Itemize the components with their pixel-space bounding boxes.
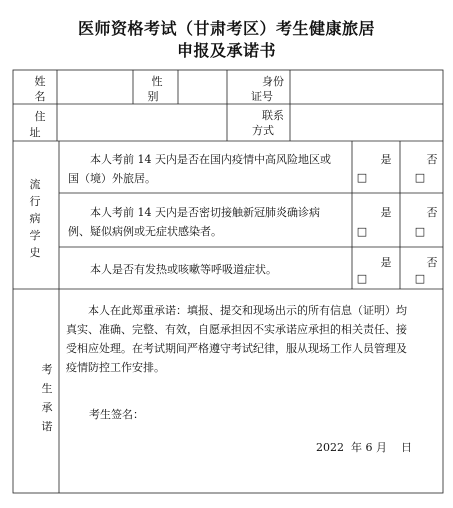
- pledge-statement: 本人在此郑重承诺：填报、提交和现场出示的所有信息（证明）均 真实、准确、完整、有效，自愿承担因不实承诺应承担的相关责任、接 受相应处理。在考试期间严格遵守考试纪律，服从现场工作人员管理及 疫情防控工作安排。: [66, 304, 407, 374]
- q3-no-checkbox[interactable]: □: [414, 272, 426, 285]
- address-field[interactable]: [59, 106, 225, 139]
- question-2: 本人考前 14 天内是否密切接触新冠肺炎确诊病 例、疑似病例或无症状感染者。: [68, 206, 320, 238]
- signature-field[interactable]: [150, 404, 330, 422]
- question-3: 本人是否有发热或咳嗽等呼吸道症状。: [90, 263, 277, 276]
- name-label-top: 姓: [34, 75, 46, 88]
- signature-label: 考生签名：: [89, 408, 144, 421]
- q1-no-checkbox[interactable]: □: [414, 171, 426, 184]
- q2-yes-checkbox[interactable]: □: [356, 225, 368, 238]
- contact-field[interactable]: [292, 106, 441, 139]
- q3-yes-checkbox[interactable]: □: [356, 272, 368, 285]
- id-number-field[interactable]: [292, 72, 441, 102]
- question-1: 本人考前 14 天内是否在国内疫情中高风险地区或 国（境）外旅居。: [68, 153, 331, 185]
- q1-no-label: 否: [426, 153, 438, 166]
- id-label-bottom: 证号: [251, 90, 273, 103]
- form-title-line1: 医师资格考试（甘肃考区）考生健康旅居: [77, 19, 375, 38]
- contact-label-top: 联系: [262, 109, 284, 122]
- name-field[interactable]: [59, 72, 131, 102]
- address-label-bottom: 址: [29, 126, 41, 139]
- q2-no-label: 否: [426, 206, 438, 219]
- pledge-date: 2022 年 6 月 日: [316, 441, 412, 454]
- q2-yes-label: 是: [380, 206, 392, 219]
- gender-label-bottom: 别: [147, 90, 159, 103]
- q3-yes-label: 是: [380, 256, 392, 269]
- gender-field[interactable]: [180, 72, 225, 102]
- contact-label-bottom: 方式: [252, 124, 274, 137]
- gender-label-top: 性: [151, 75, 163, 88]
- pledge-section-label: 考 生 承 诺: [41, 363, 53, 433]
- address-label-top: 住: [34, 110, 46, 123]
- q1-yes-label: 是: [380, 153, 392, 166]
- epidemiology-history-label: 流 行 病 学 史: [29, 178, 41, 259]
- form-title-line2: 申报及承诺书: [176, 41, 276, 60]
- q3-no-label: 否: [426, 256, 438, 269]
- q1-yes-checkbox[interactable]: □: [356, 171, 368, 184]
- name-label-bottom: 名: [34, 90, 46, 103]
- q2-no-checkbox[interactable]: □: [414, 225, 426, 238]
- id-label-top: 身份: [262, 75, 284, 88]
